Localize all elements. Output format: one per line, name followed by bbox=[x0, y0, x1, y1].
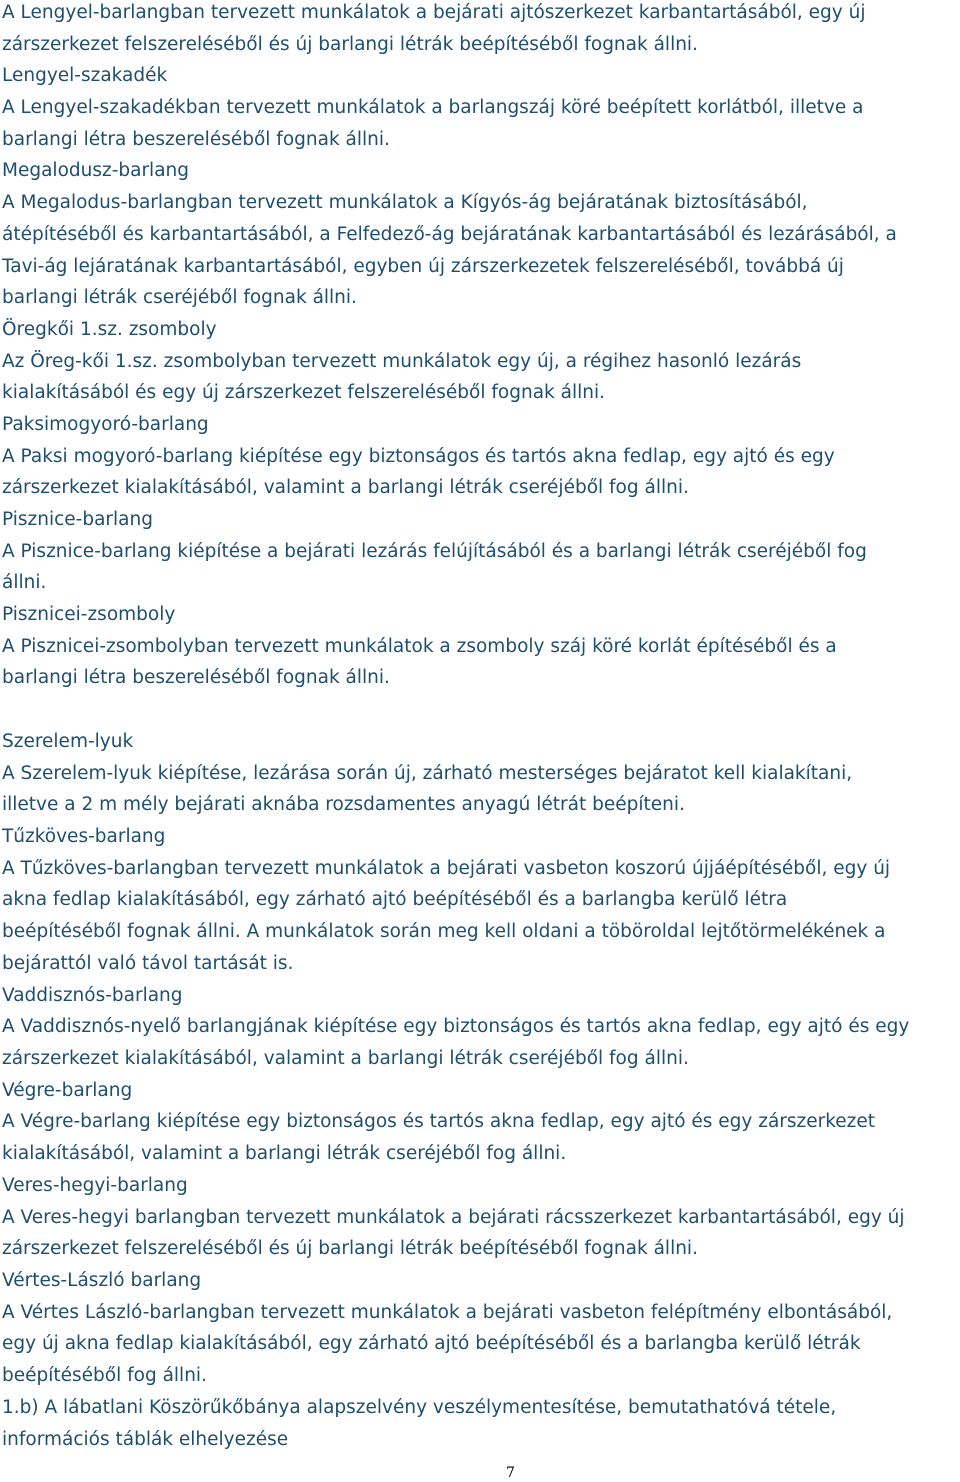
page-number: 7 bbox=[506, 1465, 515, 1481]
text-line: átépítéséből és karbantartásából, a Felfedező-ág bejáratának karbantartásából és lezárásából, a bbox=[2, 224, 897, 245]
section-heading-oregkoi-zsomboly: Öregkői 1.sz. zsomboly bbox=[2, 319, 217, 340]
section-heading-vaddisznos-barlang: Vaddisznós-barlang bbox=[2, 985, 183, 1006]
section-heading-veres-hegyi-barlang: Veres-hegyi-barlang bbox=[2, 1175, 188, 1196]
text-line: barlangi létra beszereléséből fognak állni. bbox=[2, 129, 390, 150]
text-line: kialakításából és egy új zárszerkezet felszereléséből fognak állni. bbox=[2, 382, 605, 403]
section-heading-lengyel-szakadek: Lengyel-szakadék bbox=[2, 65, 168, 86]
text-line: A Szerelem-lyuk kiépítése, lezárása során új, zárható mesterséges bejáratot kell kialakítani, bbox=[2, 763, 853, 784]
text-line: akna fedlap kialakításából, egy zárható ajtó beépítéséből és a barlangba kerülő létra bbox=[2, 889, 788, 910]
text-line: barlangi létra beszereléséből fognak állni. bbox=[2, 667, 390, 688]
section-heading-koszorukobanya: 1.b) A lábatlani Köszörűkőbánya alapszelvény veszélymentesítése, bemutathatóvá tétele, bbox=[2, 1397, 837, 1418]
text-line: zárszerkezet kialakításából, valamint a barlangi létrák cseréjéből fog állni. bbox=[2, 1048, 689, 1069]
text-line: A Pisznice-barlang kiépítése a bejárati lezárás felújításából és a barlangi létrák cseréjéből fog bbox=[2, 541, 867, 562]
text-line: A Paksi mogyoró-barlang kiépítése egy biztonságos és tartós akna fedlap, egy ajtó és egy bbox=[2, 446, 835, 467]
text-line: bejárattól való távol tartását is. bbox=[2, 953, 294, 974]
text-line: A Megalodus-barlangban tervezett munkálatok a Kígyós-ág bejáratának biztosításából, bbox=[2, 192, 808, 213]
text-line: zárszerkezet kialakításából, valamint a barlangi létrák cseréjéből fog állni. bbox=[2, 477, 689, 498]
text-line: A Vaddisznós-nyelő barlangjának kiépítése egy biztonságos és tartós akna fedlap, egy ajtó és egy bbox=[2, 1016, 910, 1037]
text-line: Az Öreg-kői 1.sz. zsombolyban tervezett munkálatok egy új, a régihez hasonló lezárás bbox=[2, 351, 802, 372]
text-line: barlangi létrák cseréjéből fognak állni. bbox=[2, 287, 357, 308]
section-heading-pisznice-barlang: Pisznice-barlang bbox=[2, 509, 153, 530]
text-line: illetve a 2 m mély bejárati aknába rozsdamentes anyagú létrát beépíteni. bbox=[2, 794, 685, 815]
section-heading-paksimogyoro-barlang: Paksimogyoró-barlang bbox=[2, 414, 209, 435]
text-line: A Lengyel-szakadékban tervezett munkálatok a barlangszáj köré beépített korlátból, illetve a bbox=[2, 97, 864, 118]
section-heading-pisznicei-zsomboly: Pisznicei-zsomboly bbox=[2, 604, 176, 625]
text-line: egy új akna fedlap kialakításából, egy zárható ajtó beépítéséből és a barlangba kerülő létrák bbox=[2, 1333, 861, 1354]
section-heading-megalodusz-barlang: Megalodusz-barlang bbox=[2, 160, 190, 181]
text-line: információs táblák elhelyezése bbox=[2, 1429, 289, 1450]
text-line: A Pisznicei-zsombolyban tervezett munkálatok a zsomboly száj köré korlát építéséből és a bbox=[2, 636, 837, 657]
text-line: Tavi-ág lejáratának karbantartásából, egyben új zárszerkezetek felszereléséből, továbbá új bbox=[2, 256, 844, 277]
text-line: A Vértes László-barlangban tervezett munkálatok a bejárati vasbeton felépítmény elbontásából, bbox=[2, 1302, 893, 1323]
section-heading-vertes-laszlo-barlang: Vértes-László barlang bbox=[2, 1270, 202, 1291]
text-line: zárszerkezet felszereléséből és új barlangi létrák beépítéséből fognak állni. bbox=[2, 34, 698, 55]
text-line: állni. bbox=[2, 572, 47, 593]
text-line: beépítéséből fog állni. bbox=[2, 1365, 207, 1386]
section-heading-szerelem-lyuk: Szerelem-lyuk bbox=[2, 731, 134, 752]
section-heading-vegre-barlang: Végre-barlang bbox=[2, 1080, 133, 1101]
text-line: A Végre-barlang kiépítése egy biztonságos és tartós akna fedlap, egy ajtó és egy zárszerkezet bbox=[2, 1111, 876, 1132]
text-line: kialakításából, valamint a barlangi létrák cseréjéből fog állni. bbox=[2, 1143, 567, 1164]
text-line: A Veres-hegyi barlangban tervezett munkálatok a bejárati rácsszerkezet karbantartásából, egy új bbox=[2, 1207, 905, 1228]
section-heading-tuzkoves-barlang: Tűzköves-barlang bbox=[2, 826, 166, 847]
text-line: zárszerkezet felszereléséből és új barlangi létrák beépítéséből fognak állni. bbox=[2, 1238, 698, 1259]
text-line: beépítéséből fognak állni. A munkálatok során meg kell oldani a töböroldal lejtőtörmelékének a bbox=[2, 921, 886, 942]
text-line: A Lengyel-barlangban tervezett munkálatok a bejárati ajtószerkezet karbantartásából, egy új bbox=[2, 2, 866, 23]
text-line: A Tűzköves-barlangban tervezett munkálatok a bejárati vasbeton koszorú újjáépítéséből, egy új bbox=[2, 858, 891, 879]
